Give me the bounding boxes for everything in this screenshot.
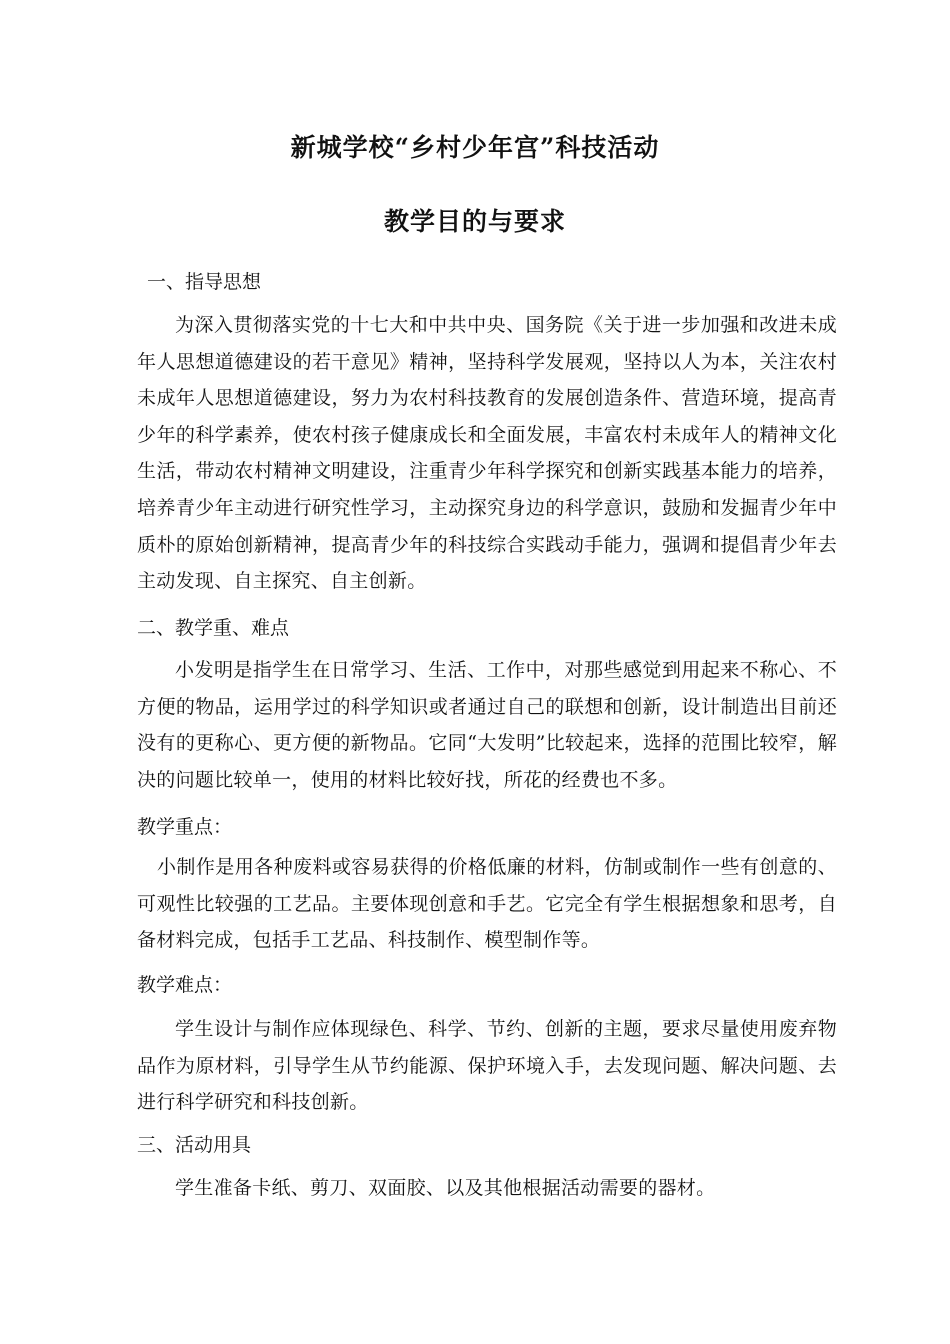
document-title: 新城学校“乡村少年宫”科技活动 bbox=[290, 133, 660, 162]
paragraph-small-crafts: 小制作是用各种废料或容易获得的价格低廉的材料，仿制或制作一些有创意的、可观性比较强的工艺品。主要体现创意和手艺。它完全有学生根据想象和思考，自备材料完成，包括手工艺品、科技制作、模型制作等。 bbox=[137, 856, 837, 952]
paragraph-guiding-ideology: 为深入贯彻落实党的十七大和中共中央、国务院《关于进一步加强和改进未成年人思想道德建设的若干意见》精神，坚持科学发展观，坚持以人为本，关注农村未成年人思想道德建设，努力为农村科技教育的发展创造条件、营造环境，提高青少年的科学素养，使农村孩子健康成长和全面发展，丰富农村未成年人的精神文化生活，带动农村精神文明建设，注重青少年科学探究和创新实践基本能力的培养，培养青少年主动进行研究性学习，主动探究身边的科学意识，鼓励和发掘青少年中质朴的原始创新精神，提高青少年的科技综合实践动手能力，强调和提倡青少年去主动发现、自主探究、自主创新。 bbox=[137, 314, 837, 593]
paragraph-design-theme: 学生设计与制作应体现绿色、科学、节约、创新的主题，要求尽量使用废弃物品作为原材料，引导学生从节约能源、保护环境入手，去发现问题、解决问题、去进行科学研究和科技创新。 bbox=[137, 1018, 837, 1114]
paragraph-activity-tools: 学生准备卡纸、剪刀、双面胶、以及其他根据活动需要的器材。 bbox=[175, 1177, 716, 1199]
section-heading-teaching-difficulty: 教学难点： bbox=[137, 974, 233, 996]
paragraph-small-inventions: 小发明是指学生在日常学习、生活、工作中，对那些感觉到用起来不称心、不方便的物品，运用学过的科学知识或者通过自己的联想和创新，设计制造出目前还没有的更称心、更方便的新物品。它同“大发明”比较起来，选择的范围比较窄，解决的问题比较单一，使用的材料比较好找，所花的经费也不多。 bbox=[137, 659, 837, 791]
section-heading-guiding-ideology: 一、指导思想 bbox=[147, 271, 262, 293]
section-heading-activity-tools: 三、活动用具 bbox=[137, 1134, 252, 1156]
section-heading-teaching-key-point: 教学重点： bbox=[137, 816, 233, 838]
document-subtitle: 教学目的与要求 bbox=[383, 207, 566, 236]
section-heading-key-difficult-points: 二、教学重、难点 bbox=[137, 617, 290, 639]
